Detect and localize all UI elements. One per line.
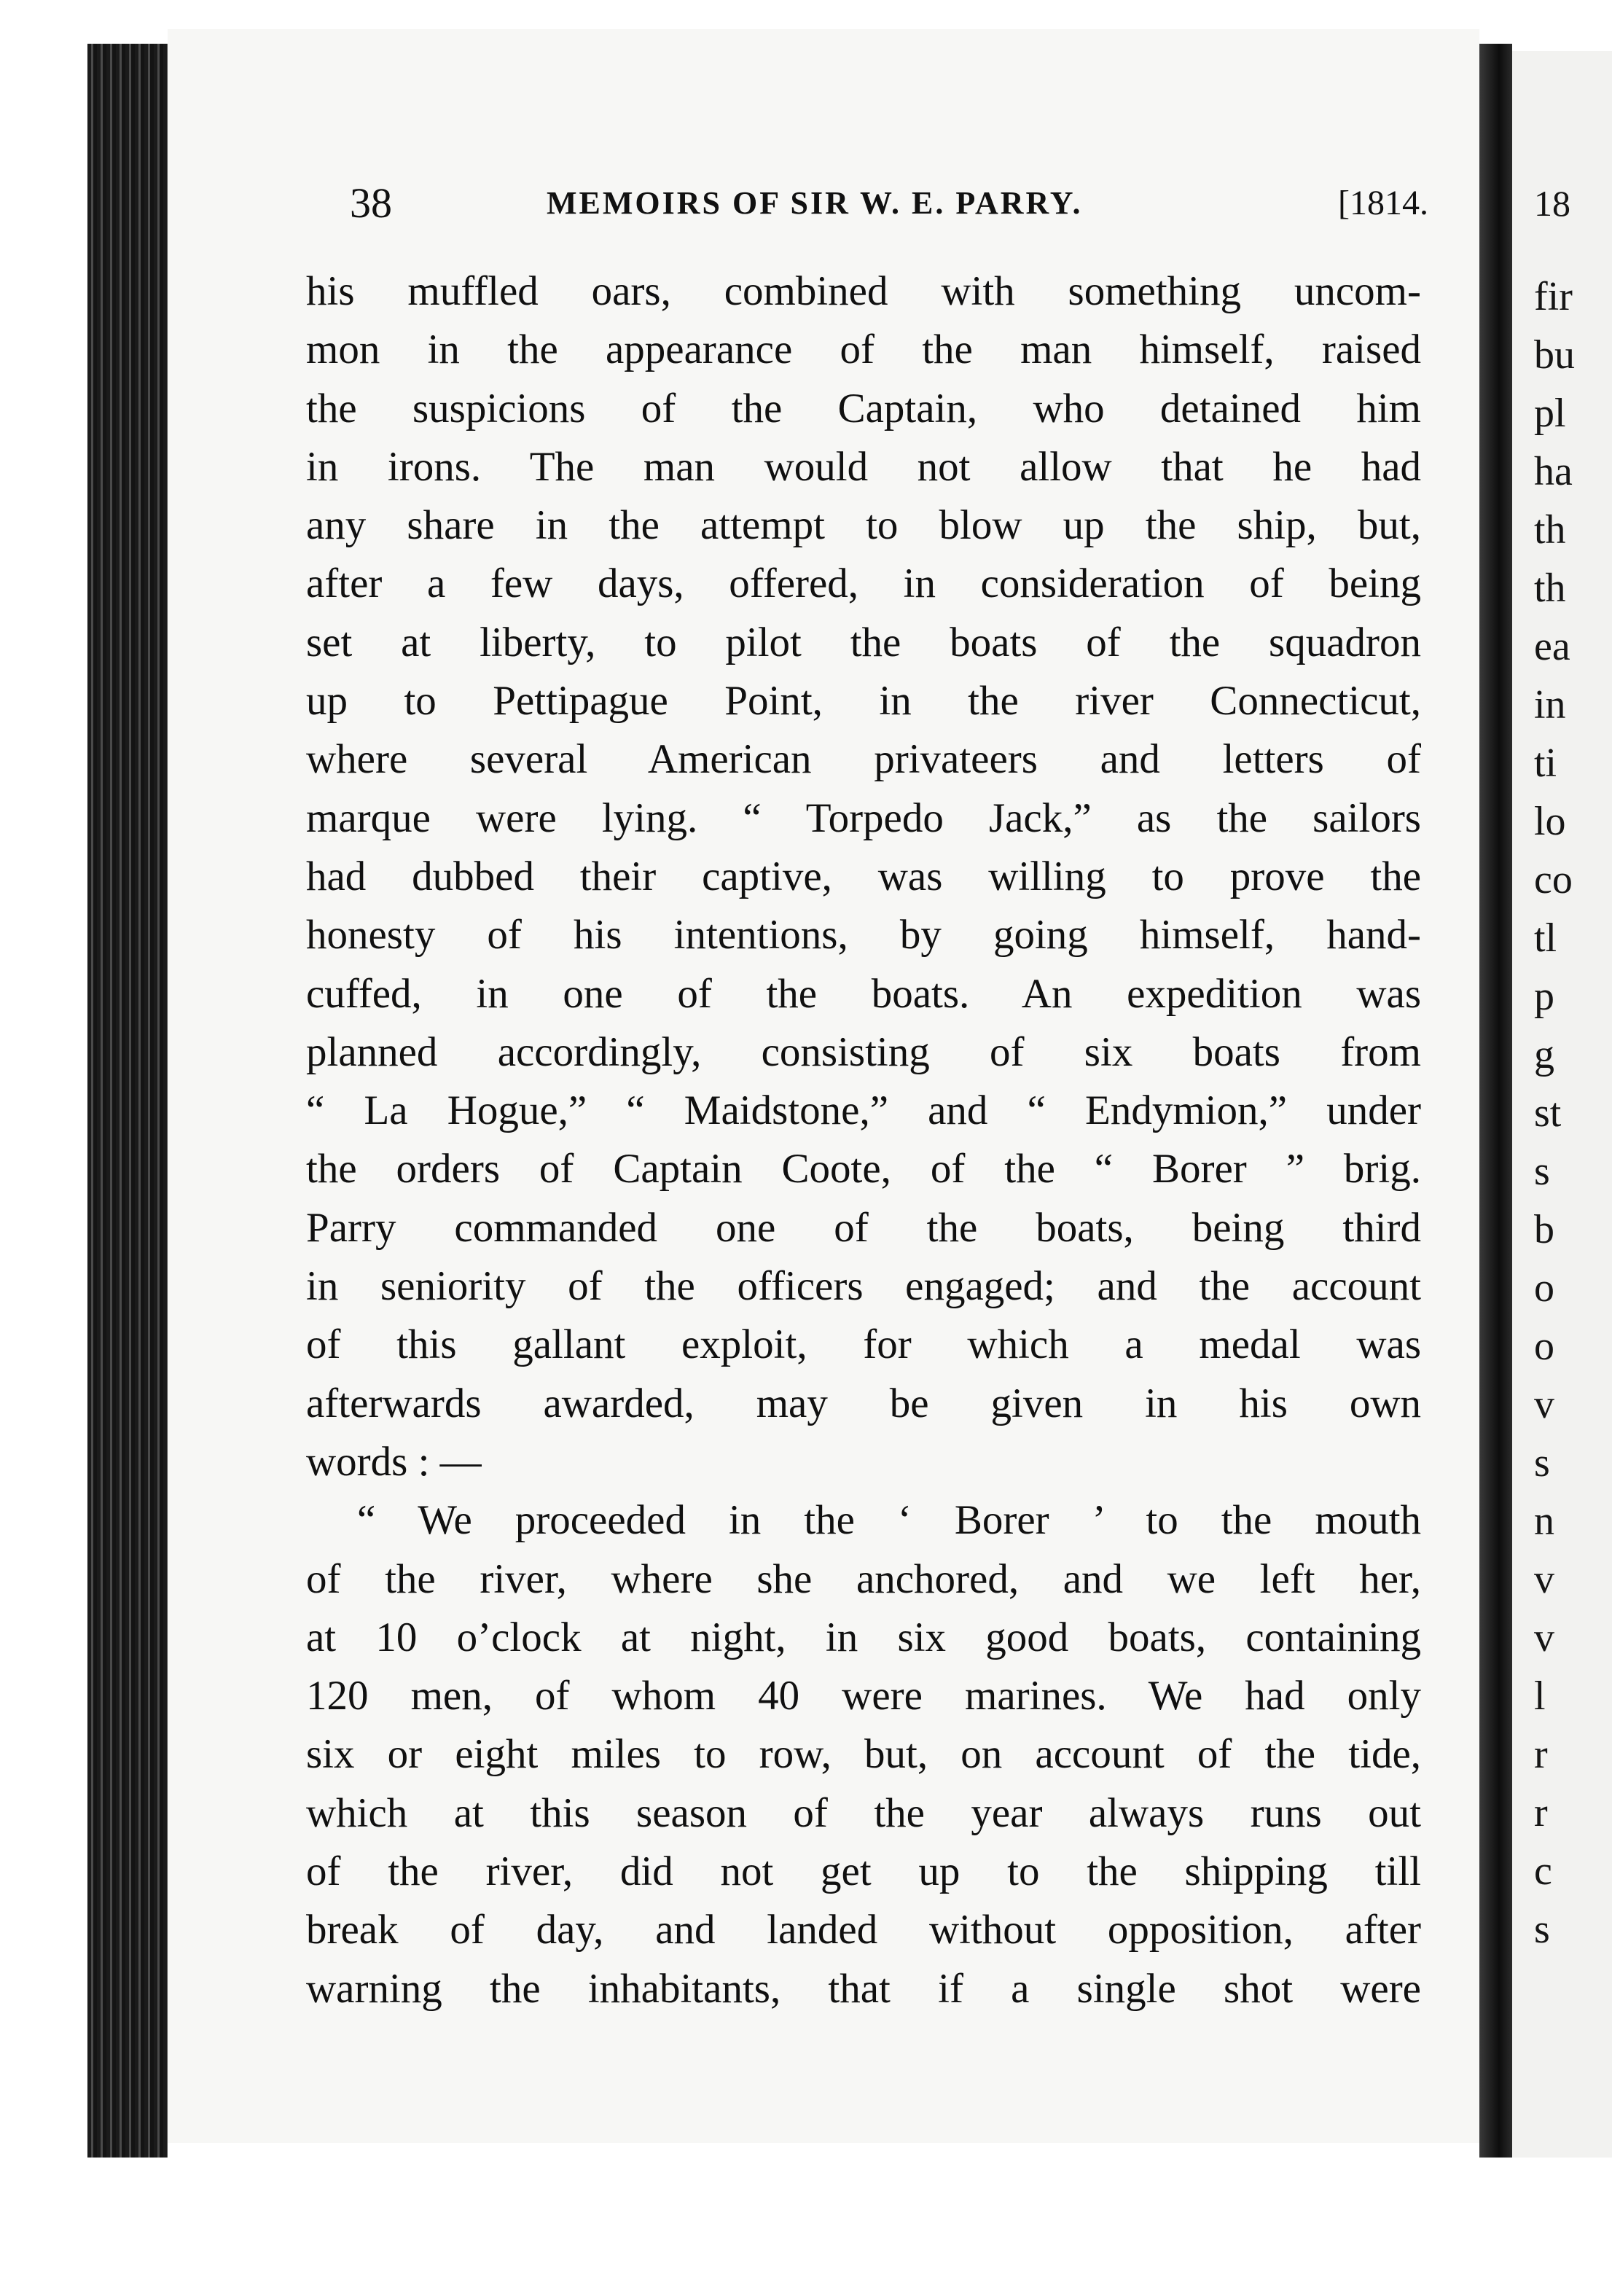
text-line: of the river, did not get up to the shipping till bbox=[306, 1848, 1421, 1895]
text-line: “ La Hogue,” “ Maidstone,” and “ Endymion,” under bbox=[306, 1088, 1421, 1134]
text-fragment: th bbox=[1534, 566, 1566, 611]
text-fragment: pl bbox=[1534, 391, 1566, 436]
running-head bbox=[350, 179, 1428, 237]
text-fragment: v bbox=[1534, 1557, 1554, 1602]
text-line: had dubbed their captive, was willing to prove the bbox=[306, 853, 1421, 899]
text-line: which at this season of the year always runs out bbox=[306, 1789, 1421, 1836]
text-line: marque were lying. “ Torpedo Jack,” as the sailors bbox=[306, 794, 1421, 841]
text-line: “ We proceeded in the ‘ Borer ’ to the mouth bbox=[357, 1497, 1421, 1544]
text-line: in seniority of the officers engaged; and the account bbox=[306, 1263, 1421, 1310]
text-line: where several American privateers and letters of bbox=[306, 736, 1421, 783]
text-fragment: ha bbox=[1534, 449, 1573, 494]
running-title: MEMOIRS OF SIR W. E. PARRY. bbox=[547, 185, 1083, 221]
text-fragment: p bbox=[1534, 974, 1554, 1019]
running-year: [1814. bbox=[1338, 184, 1428, 222]
text-line: words : — bbox=[306, 1438, 482, 1485]
text-line: any share in the attempt to blow up the ship, but, bbox=[306, 502, 1421, 549]
text-line: 120 men, of whom 40 were marines. We had only bbox=[306, 1673, 1421, 1719]
text-line: his muffled oars, combined with something uncom- bbox=[306, 268, 1421, 314]
text-fragment: in bbox=[1534, 682, 1566, 727]
text-fragment: r bbox=[1534, 1790, 1548, 1835]
text-line: warning the inhabitants, that if a single shot were bbox=[306, 1965, 1421, 2012]
text-fragment: l bbox=[1534, 1674, 1546, 1719]
text-fragment: s bbox=[1534, 1907, 1550, 1952]
right-page-text-fragments bbox=[1512, 0, 1612, 2296]
right-page-number-fragment: 18 bbox=[1534, 183, 1570, 224]
text-line: cuffed, in one of the boats. An expedition was bbox=[306, 970, 1421, 1017]
text-fragment: tl bbox=[1534, 915, 1557, 961]
text-line: honesty of his intentions, by going himself, hand- bbox=[306, 912, 1421, 958]
text-line: in irons. The man would not allow that he had bbox=[306, 443, 1421, 490]
text-line: at 10 o’clock at night, in six good boats, containing bbox=[306, 1614, 1421, 1660]
text-fragment: fir bbox=[1534, 274, 1573, 319]
text-line: the suspicions of the Captain, who detained him bbox=[306, 385, 1421, 432]
text-fragment: o bbox=[1534, 1265, 1554, 1311]
text-fragment: lo bbox=[1534, 799, 1566, 844]
text-fragment: c bbox=[1534, 1848, 1552, 1894]
text-line: mon in the appearance of the man himself, raised bbox=[306, 327, 1421, 373]
text-line: of this gallant exploit, for which a medal was bbox=[306, 1321, 1421, 1368]
text-line: the orders of Captain Coote, of the “ Borer ” brig. bbox=[306, 1146, 1421, 1192]
text-fragment: b bbox=[1534, 1207, 1554, 1252]
text-fragment: g bbox=[1534, 1032, 1554, 1077]
text-line: set at liberty, to pilot the boats of the squadron bbox=[306, 619, 1421, 665]
text-fragment: v bbox=[1534, 1615, 1554, 1660]
text-line: after a few days, offered, in consideration of being bbox=[306, 561, 1421, 607]
text-fragment: ti bbox=[1534, 741, 1557, 786]
text-fragment: s bbox=[1534, 1149, 1550, 1194]
text-fragment: bu bbox=[1534, 332, 1575, 378]
text-fragment: co bbox=[1534, 857, 1573, 902]
text-fragment: st bbox=[1534, 1090, 1562, 1136]
text-line: of the river, where she anchored, and we left her, bbox=[306, 1555, 1421, 1602]
body-text bbox=[306, 262, 1421, 2018]
text-fragment: v bbox=[1534, 1382, 1554, 1427]
book-gutter bbox=[1479, 44, 1512, 2158]
text-fragment: r bbox=[1534, 1732, 1548, 1777]
text-fragment: th bbox=[1534, 507, 1566, 552]
text-line: break of day, and landed without opposition, after bbox=[306, 1907, 1421, 1953]
text-line: up to Pettipague Point, in the river Connecticut, bbox=[306, 678, 1421, 725]
text-line: planned accordingly, consisting of six boats from bbox=[306, 1028, 1421, 1075]
text-fragment: ea bbox=[1534, 624, 1570, 669]
text-line: afterwards awarded, may be given in his own bbox=[306, 1380, 1421, 1426]
book-edge bbox=[87, 44, 168, 2158]
text-fragment: o bbox=[1534, 1324, 1554, 1369]
page-number: 38 bbox=[350, 179, 392, 227]
text-line: Parry commanded one of the boats, being third bbox=[306, 1204, 1421, 1251]
text-line: six or eight miles to row, but, on account of the tide, bbox=[306, 1731, 1421, 1778]
text-fragment: n bbox=[1534, 1499, 1554, 1544]
text-fragment: s bbox=[1534, 1440, 1550, 1485]
